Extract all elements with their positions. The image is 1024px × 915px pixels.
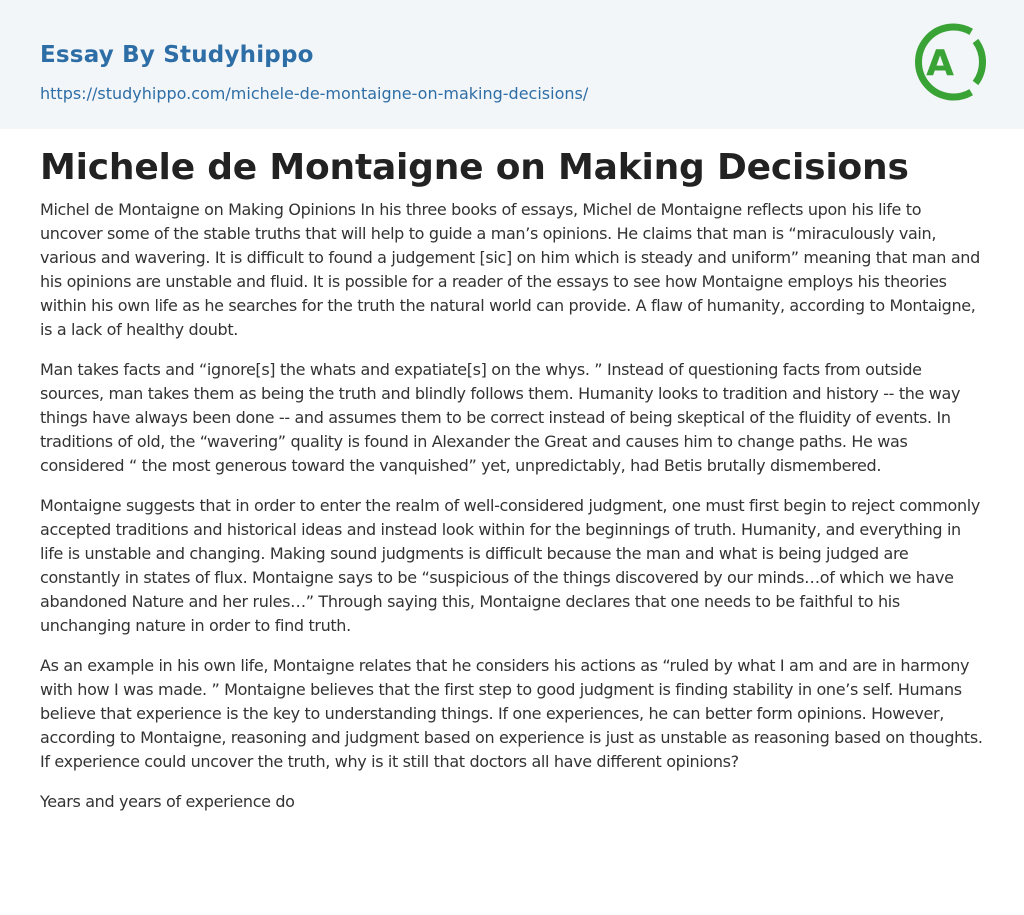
logo-letter: A xyxy=(926,43,954,84)
paragraph-4: As an example in his own life, Montaigne relates that he considers his actions as “ruled by what I am and are in harmony with how I was made. ” Montaigne believes that the first step to good judgment is finding stability in one’s self. Humans believe that experience is the key to understanding things. If one experiences, he can better form opinions. However, according to Montaigne, reasoning and judgment based on experience is just as unstable as reasoning based on thoughts. If experience could uncover the truth, why is it still that doctors all have different opinions? xyxy=(40,656,983,771)
studyhippo-logo-icon[interactable] xyxy=(912,19,986,105)
paragraph-2: Man takes facts and “ignore[s] the whats and expatiate[s] on the whys. ” Instead of questioning facts from outside sources, man takes them as being the truth and blindly follows them. Humanity looks to tradition and history -- the way things have always been done -- and assumes them to be correct instead of being skeptical of the fluidity of events. In traditions of old, the “wavering” quality is found in Alexander the Great and causes him to change paths. He was considered “ the most generous toward the vanquished” yet, unpredictably, had Betis brutally dismembered. xyxy=(40,360,961,475)
source-url-link[interactable]: https://studyhippo.com/michele-de-montaigne-on-making-decisions/ xyxy=(40,84,589,103)
paragraph-3: Montaigne suggests that in order to enter the realm of well-considered judgment, one must first begin to reject commonly accepted traditions and historical ideas and instead look within for the beginnings of truth. Humanity, and everything in life is unstable and changing. Making sound judgments is difficult because the man and what is being judged are constantly in states of flux. Montaigne says to be “suspicious of the things discovered by our minds…of which we have abandoned Nature and her rules…” Through saying this, Montaigne declares that one needs to be faithful to his unchanging nature in order to find truth. xyxy=(40,496,980,635)
page-title: Michele de Montaigne on Making Decisions xyxy=(40,147,909,188)
article xyxy=(0,129,1024,814)
paragraph-1: Michel de Montaigne on Making Opinions In his three books of essays, Michel de Montaigne reflects upon his life to uncover some of the stable truths that will help to guide a man’s opinions. He claims that man is “miraculously vain, various and wavering. It is difficult to found a judgement [sic] on him which is steady and uniform” meaning that man and his opinions are unstable and fluid. It is possible for a reader of the essays to see how Montaigne employs his theories within his own life as he searches for the truth the natural world can provide. A flaw of humanity, according to Montaigne, is a lack of healthy doubt. xyxy=(40,200,980,339)
paragraph-5: Years and years of experience do xyxy=(40,792,295,811)
brand-title[interactable]: Essay By Studyhippo xyxy=(40,42,314,68)
site-header xyxy=(0,0,1024,129)
